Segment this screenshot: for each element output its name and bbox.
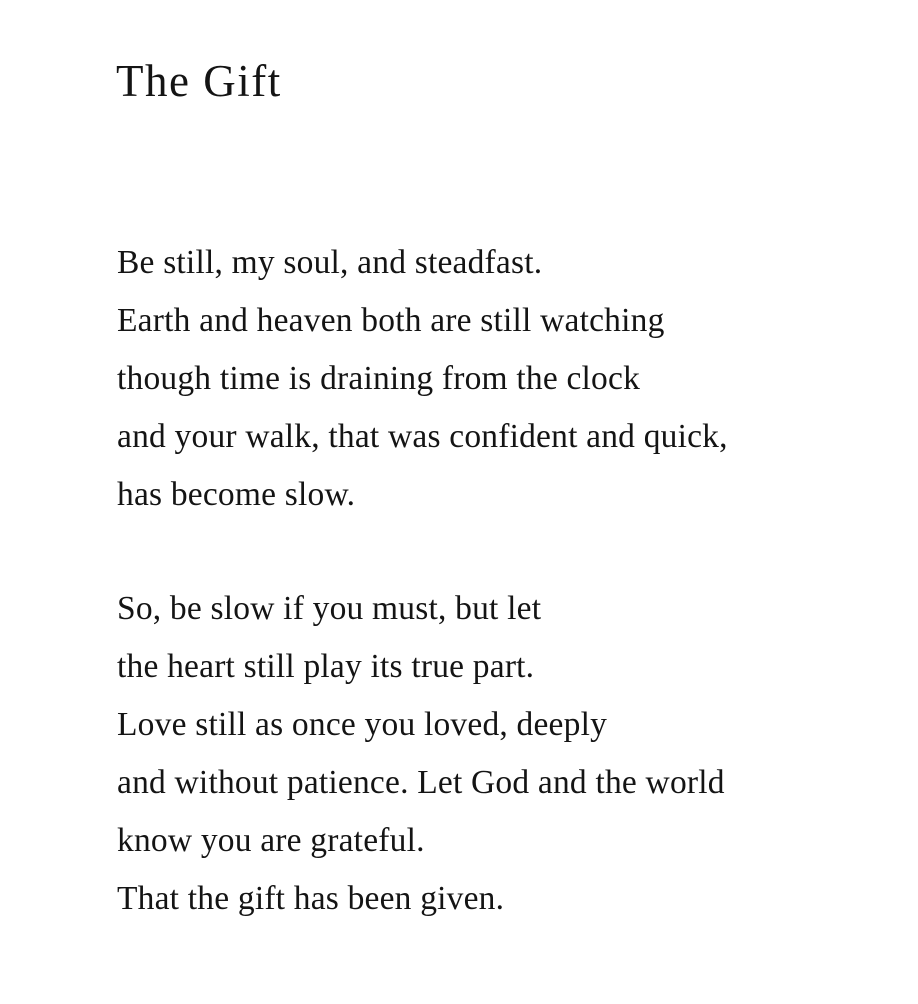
poem-line: Love still as once you loved, deeply <box>117 706 608 743</box>
poem-line: and without patience. Let God and the world <box>117 764 725 801</box>
poem-line: Be still, my soul, and steadfast. <box>117 244 543 281</box>
poem-line: Earth and heaven both are still watching <box>117 302 665 339</box>
poem-title: The Gift <box>116 56 282 106</box>
poem-line: That the gift has been given. <box>117 880 505 917</box>
poem-stanza-2 <box>117 580 725 928</box>
poem-line: and your walk, that was confident and quick, <box>117 418 728 455</box>
poem-line: has become slow. <box>117 476 356 513</box>
poem-line: though time is draining from the clock <box>117 360 641 397</box>
poem-line: the heart still play its true part. <box>117 648 535 685</box>
poem-line: So, be slow if you must, but let <box>117 590 542 627</box>
poem-line: know you are grateful. <box>117 822 425 859</box>
poem-stanza-1 <box>117 234 728 524</box>
